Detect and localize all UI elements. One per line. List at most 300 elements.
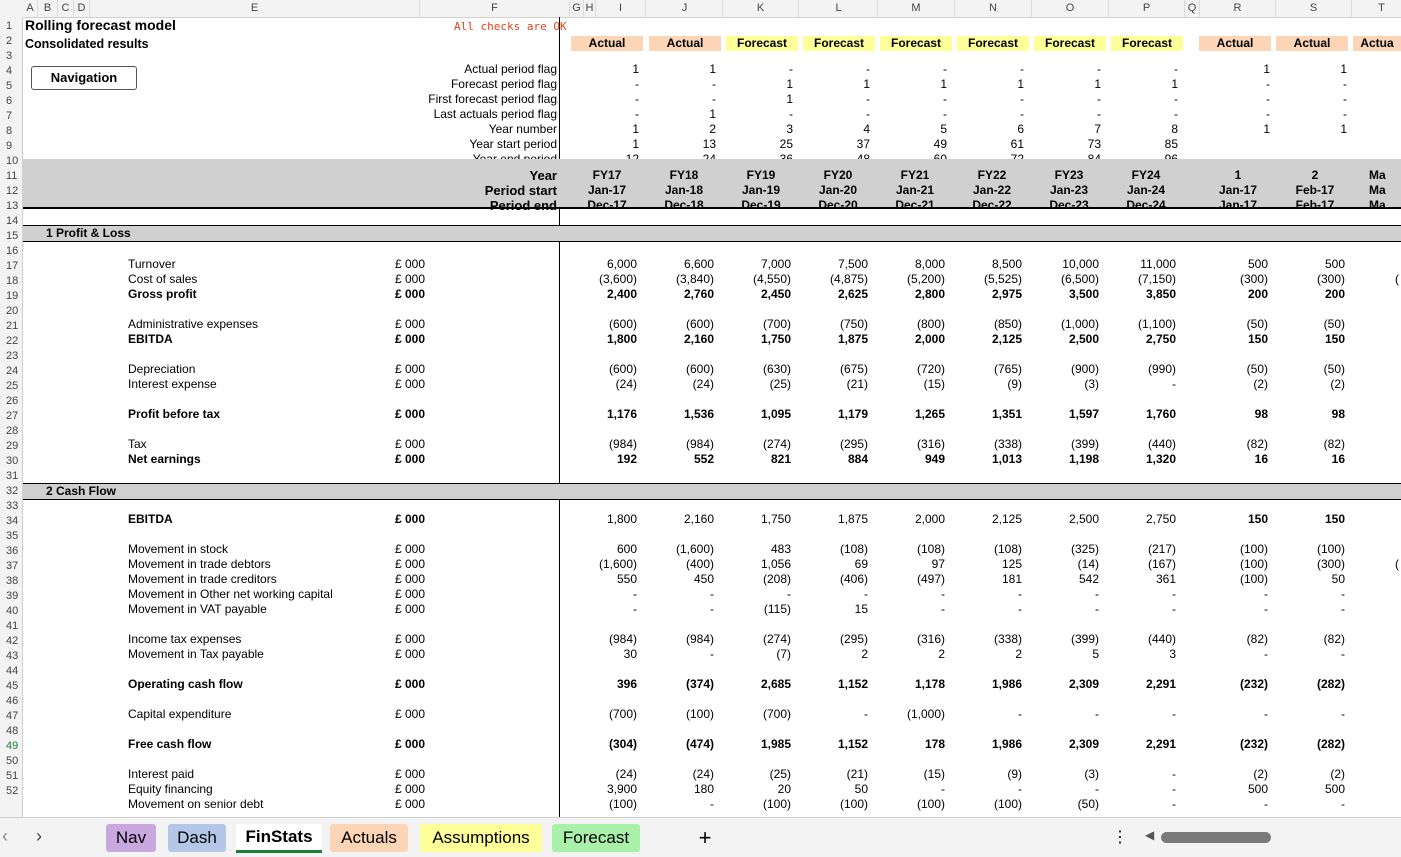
more-options-icon[interactable]: ⋮ (1112, 829, 1128, 846)
table-cell[interactable]: 3,500 (1068, 287, 1099, 301)
column-header-o[interactable]: O (1032, 0, 1109, 17)
table-cell[interactable]: 150 (1324, 512, 1345, 526)
table-cell[interactable]: 542 (1078, 572, 1099, 586)
sheet-tab-actuals[interactable]: Actuals (330, 824, 408, 852)
table-cell[interactable]: 2,975 (991, 287, 1022, 301)
flag-cell[interactable]: - (943, 92, 947, 106)
table-cell[interactable]: (14) (1077, 557, 1099, 571)
flag-cell[interactable]: - (789, 107, 793, 121)
table-cell[interactable]: 2,125 (991, 512, 1022, 526)
table-cell[interactable]: (765) (993, 362, 1022, 376)
flag-cell[interactable]: 1 (709, 62, 716, 76)
table-cell[interactable]: (108) (993, 542, 1022, 556)
row-number[interactable]: 29 (6, 440, 19, 452)
table-cell[interactable]: 1,986 (991, 677, 1022, 691)
flag-cell[interactable]: - (1343, 92, 1347, 106)
table-cell[interactable]: - (1341, 587, 1345, 601)
row-number[interactable]: 33 (6, 500, 19, 512)
column-header-j[interactable]: J (647, 0, 723, 17)
table-cell[interactable]: ( (1395, 272, 1399, 286)
flag-cell[interactable]: - (866, 92, 870, 106)
table-cell[interactable]: (700) (762, 707, 791, 721)
table-cell[interactable]: (1,600) (675, 542, 714, 556)
table-cell[interactable]: 16 (1331, 452, 1345, 466)
table-cell[interactable]: 821 (770, 452, 791, 466)
row-number[interactable]: 28 (6, 425, 19, 437)
flag-cell[interactable]: 6 (1017, 122, 1024, 136)
period-header-cell[interactable]: Dec-19 (741, 198, 781, 212)
column-header-k[interactable]: K (723, 0, 799, 17)
table-cell[interactable]: (984) (608, 437, 637, 451)
column-header-t[interactable]: T (1352, 0, 1401, 17)
table-cell[interactable]: 1,198 (1068, 452, 1099, 466)
flag-cell[interactable]: - (1097, 107, 1101, 121)
table-cell[interactable]: (1,100) (1137, 317, 1176, 331)
horizontal-scrollbar-thumb[interactable] (1161, 832, 1271, 843)
column-header-r[interactable]: R (1200, 0, 1276, 17)
flag-cell[interactable]: - (1097, 92, 1101, 106)
sheet-tab-finstats[interactable]: FinStats (236, 824, 322, 853)
flag-cell[interactable]: - (712, 77, 716, 91)
table-cell[interactable]: (3,600) (598, 272, 637, 286)
table-cell[interactable]: (24) (692, 767, 714, 781)
column-header-b[interactable]: B (38, 0, 58, 17)
table-cell[interactable]: 15 (854, 602, 868, 616)
table-cell[interactable]: (100) (916, 797, 945, 811)
table-cell[interactable]: 7,000 (760, 257, 791, 271)
period-header-cell[interactable]: 2 (1311, 168, 1319, 182)
row-number[interactable]: 50 (6, 755, 19, 767)
column-header-i[interactable]: I (596, 0, 646, 17)
table-cell[interactable]: 2,000 (914, 512, 945, 526)
column-header-p[interactable]: P (1109, 0, 1185, 17)
table-cell[interactable]: - (1172, 377, 1176, 391)
flag-cell[interactable] (1200, 137, 1270, 152)
table-cell[interactable]: - (633, 587, 637, 601)
table-cell[interactable]: 16 (1254, 452, 1268, 466)
flag-cell[interactable]: - (712, 92, 716, 106)
column-header-l[interactable]: L (800, 0, 878, 17)
table-cell[interactable]: (316) (916, 632, 945, 646)
column-header-e[interactable]: E (90, 0, 420, 17)
column-header-d[interactable]: D (74, 0, 90, 17)
table-cell[interactable]: (1,000) (906, 707, 945, 721)
table-cell[interactable]: 2,309 (1068, 677, 1099, 691)
column-header-h[interactable]: H (584, 0, 596, 17)
hscroll-left-icon[interactable]: ◀ (1145, 828, 1155, 842)
table-cell[interactable]: (440) (1147, 437, 1176, 451)
flag-cell[interactable]: 61 (1010, 137, 1024, 151)
flag-cell[interactable]: - (1266, 77, 1270, 91)
table-cell[interactable]: 1,152 (837, 737, 868, 751)
table-cell[interactable]: (325) (1070, 542, 1099, 556)
table-cell[interactable]: (300) (1239, 272, 1268, 286)
row-number[interactable]: 15 (6, 230, 19, 242)
flag-cell[interactable]: - (635, 107, 639, 121)
table-cell[interactable]: (3) (1084, 767, 1099, 781)
table-cell[interactable]: (21) (846, 377, 868, 391)
table-cell[interactable]: 180 (693, 782, 714, 796)
table-cell[interactable]: (399) (1070, 437, 1099, 451)
row-number[interactable]: 5 (6, 80, 13, 92)
table-cell[interactable]: 500 (1324, 782, 1345, 796)
table-cell[interactable]: 2 (1015, 647, 1022, 661)
table-cell[interactable]: (984) (608, 632, 637, 646)
table-cell[interactable]: (720) (916, 362, 945, 376)
flag-cell[interactable]: 5 (940, 122, 947, 136)
table-cell[interactable]: - (1341, 602, 1345, 616)
table-cell[interactable]: 1,800 (606, 332, 637, 346)
flag-cell[interactable]: 1 (1094, 77, 1101, 91)
table-cell[interactable]: (984) (685, 632, 714, 646)
table-cell[interactable]: (15) (923, 767, 945, 781)
table-cell[interactable]: - (1172, 782, 1176, 796)
table-cell[interactable]: (474) (685, 737, 714, 751)
table-cell[interactable]: - (1172, 587, 1176, 601)
table-cell[interactable]: 1,179 (837, 407, 868, 421)
table-cell[interactable]: 50 (1331, 572, 1345, 586)
table-cell[interactable]: 1,152 (837, 677, 868, 691)
table-cell[interactable]: 6,000 (606, 257, 637, 271)
period-header-cell[interactable]: FY21 (900, 168, 930, 182)
column-header-f[interactable]: F (420, 0, 570, 17)
period-header-cell[interactable]: Ma (1369, 168, 1386, 182)
table-cell[interactable]: 1,800 (606, 512, 637, 526)
table-cell[interactable]: 1,178 (914, 677, 945, 691)
table-cell[interactable]: (50) (1246, 362, 1268, 376)
column-header-q[interactable]: Q (1185, 0, 1200, 17)
period-header-cell[interactable]: Jan-18 (664, 183, 704, 197)
row-number[interactable]: 24 (6, 365, 19, 377)
table-cell[interactable]: (232) (1239, 737, 1268, 751)
table-cell[interactable]: (24) (615, 767, 637, 781)
table-cell[interactable]: 20 (777, 782, 791, 796)
table-cell[interactable]: - (710, 602, 714, 616)
table-cell[interactable]: 2 (938, 647, 945, 661)
period-header-cell[interactable]: Jan-19 (741, 183, 781, 197)
row-number[interactable]: 38 (6, 575, 19, 587)
table-cell[interactable]: - (941, 602, 945, 616)
row-number[interactable]: 14 (6, 215, 19, 227)
table-cell[interactable]: 6,600 (683, 257, 714, 271)
column-header-g[interactable]: G (570, 0, 584, 17)
table-cell[interactable]: - (1018, 602, 1022, 616)
flag-cell[interactable]: - (1174, 107, 1178, 121)
table-cell[interactable]: - (1172, 767, 1176, 781)
flag-cell[interactable]: 1 (1263, 122, 1270, 136)
table-cell[interactable]: - (710, 797, 714, 811)
table-cell[interactable]: (82) (1246, 632, 1268, 646)
table-cell[interactable]: 361 (1155, 572, 1176, 586)
table-cell[interactable]: (217) (1147, 542, 1176, 556)
table-cell[interactable]: 2 (861, 647, 868, 661)
table-cell[interactable]: (5,200) (906, 272, 945, 286)
table-cell[interactable]: (750) (839, 317, 868, 331)
table-cell[interactable]: (50) (1323, 362, 1345, 376)
table-cell[interactable]: 2,400 (606, 287, 637, 301)
flag-cell[interactable]: - (1020, 107, 1024, 121)
row-number[interactable]: 34 (6, 515, 19, 527)
flag-cell[interactable]: - (943, 107, 947, 121)
table-cell[interactable]: 2,760 (683, 287, 714, 301)
table-cell[interactable]: (50) (1323, 317, 1345, 331)
period-header-cell[interactable]: Dec-17 (587, 198, 627, 212)
table-cell[interactable]: 98 (1254, 407, 1268, 421)
table-cell[interactable]: (100) (608, 797, 637, 811)
table-cell[interactable]: - (1341, 797, 1345, 811)
table-cell[interactable]: (232) (1239, 677, 1268, 691)
table-cell[interactable]: 1,750 (760, 332, 791, 346)
flag-cell[interactable]: 1 (709, 107, 716, 121)
table-cell[interactable]: 200 (1324, 287, 1345, 301)
table-cell[interactable]: 2,500 (1068, 512, 1099, 526)
table-cell[interactable]: (300) (1316, 557, 1345, 571)
row-number[interactable]: 31 (6, 470, 19, 482)
row-number[interactable]: 17 (6, 260, 19, 272)
flag-cell[interactable] (1277, 137, 1347, 152)
flag-cell[interactable]: 25 (779, 137, 793, 151)
flag-cell[interactable]: 37 (856, 137, 870, 151)
worksheet-grid[interactable] (23, 17, 1401, 817)
table-cell[interactable]: 1,875 (837, 332, 868, 346)
flag-cell[interactable]: 1 (632, 137, 639, 151)
flag-cell[interactable]: 8 (1171, 122, 1178, 136)
table-cell[interactable]: 2,291 (1145, 677, 1176, 691)
flag-cell[interactable]: 2 (709, 122, 716, 136)
row-number[interactable]: 49 (6, 740, 19, 752)
column-header-s[interactable]: S (1276, 0, 1352, 17)
table-cell[interactable]: - (1172, 797, 1176, 811)
table-cell[interactable]: (4,550) (752, 272, 791, 286)
table-cell[interactable]: (600) (608, 362, 637, 376)
flag-cell[interactable]: 1 (1171, 77, 1178, 91)
period-header-cell[interactable]: Jan-17 (1218, 198, 1258, 212)
flag-cell[interactable]: 1 (1263, 62, 1270, 76)
flag-cell[interactable]: 3 (786, 122, 793, 136)
table-cell[interactable]: - (1095, 587, 1099, 601)
table-cell[interactable]: 2,160 (683, 332, 714, 346)
table-cell[interactable]: (2) (1253, 767, 1268, 781)
period-header-cell[interactable]: Jan-20 (818, 183, 858, 197)
table-cell[interactable]: (282) (1316, 737, 1345, 751)
row-number[interactable]: 46 (6, 695, 19, 707)
row-number[interactable]: 8 (6, 125, 13, 137)
table-cell[interactable]: (100) (1239, 542, 1268, 556)
table-cell[interactable]: (338) (993, 437, 1022, 451)
table-cell[interactable]: (274) (762, 632, 791, 646)
flag-cell[interactable]: - (635, 77, 639, 91)
table-cell[interactable]: (21) (846, 767, 868, 781)
table-cell[interactable]: 2,000 (914, 332, 945, 346)
period-header-cell[interactable]: Ma (1369, 198, 1386, 212)
flag-cell[interactable]: - (866, 107, 870, 121)
table-cell[interactable]: 884 (847, 452, 868, 466)
column-header-m[interactable]: M (878, 0, 955, 17)
row-number[interactable]: 30 (6, 455, 19, 467)
flag-cell[interactable]: - (635, 92, 639, 106)
table-cell[interactable]: (5,525) (983, 272, 1022, 286)
table-cell[interactable]: 50 (854, 782, 868, 796)
table-cell[interactable]: (300) (1316, 272, 1345, 286)
table-cell[interactable]: 98 (1331, 407, 1345, 421)
row-number[interactable]: 4 (6, 65, 13, 77)
period-header-cell[interactable]: Jan-17 (1218, 183, 1258, 197)
row-number[interactable]: 26 (6, 395, 19, 407)
period-header-cell[interactable]: Feb-17 (1295, 183, 1335, 197)
period-header-cell[interactable]: Jan-22 (972, 183, 1012, 197)
period-header-cell[interactable]: Jan-23 (1049, 183, 1089, 197)
table-cell[interactable]: 1,750 (760, 512, 791, 526)
flag-cell[interactable]: 1 (786, 92, 793, 106)
table-cell[interactable]: 1,176 (606, 407, 637, 421)
column-header-c[interactable]: C (58, 0, 74, 17)
table-cell[interactable]: (3) (1084, 377, 1099, 391)
table-cell[interactable]: (100) (993, 797, 1022, 811)
table-cell[interactable]: 1,095 (760, 407, 791, 421)
table-cell[interactable]: 2,291 (1145, 737, 1176, 751)
period-header-cell[interactable]: Dec-21 (895, 198, 935, 212)
row-number[interactable]: 48 (6, 725, 19, 737)
table-cell[interactable]: (282) (1316, 677, 1345, 691)
table-cell[interactable]: 2,125 (991, 332, 1022, 346)
flag-cell[interactable]: - (1020, 92, 1024, 106)
table-cell[interactable]: (2) (1330, 767, 1345, 781)
flag-cell[interactable]: 1 (632, 122, 639, 136)
flag-cell[interactable]: - (1266, 107, 1270, 121)
table-cell[interactable]: (3,840) (675, 272, 714, 286)
row-number[interactable]: 27 (6, 410, 19, 422)
table-cell[interactable]: 2,750 (1145, 332, 1176, 346)
sheet-tab-dash[interactable]: Dash (168, 824, 226, 852)
table-cell[interactable]: - (941, 782, 945, 796)
flag-cell[interactable]: - (1266, 92, 1270, 106)
table-cell[interactable]: 1,760 (1145, 407, 1176, 421)
row-number[interactable]: 32 (6, 485, 19, 497)
row-number[interactable]: 44 (6, 665, 19, 677)
table-cell[interactable]: 2,500 (1068, 332, 1099, 346)
row-number[interactable]: 1 (6, 20, 13, 32)
period-header-cell[interactable]: Dec-22 (972, 198, 1012, 212)
table-cell[interactable]: 97 (931, 557, 945, 571)
table-cell[interactable]: (1,000) (1060, 317, 1099, 331)
table-cell[interactable]: (400) (685, 557, 714, 571)
sheet-tab-nav[interactable]: Nav (106, 824, 156, 852)
table-cell[interactable]: - (1172, 602, 1176, 616)
table-cell[interactable]: (115) (763, 602, 791, 616)
table-cell[interactable]: (295) (839, 437, 868, 451)
row-number[interactable]: 9 (6, 140, 13, 152)
table-cell[interactable]: - (1264, 707, 1268, 721)
table-cell[interactable]: (1,600) (598, 557, 637, 571)
table-cell[interactable]: - (941, 587, 945, 601)
row-number[interactable]: 2 (6, 35, 13, 47)
row-number[interactable]: 51 (6, 770, 19, 782)
table-cell[interactable]: (4,875) (829, 272, 868, 286)
table-cell[interactable]: (406) (839, 572, 868, 586)
period-header-cell[interactable]: FY22 (977, 168, 1007, 182)
period-header-cell[interactable]: Ma (1369, 183, 1386, 197)
table-cell[interactable]: (7,150) (1137, 272, 1176, 286)
table-cell[interactable]: 550 (616, 572, 637, 586)
flag-cell[interactable]: 85 (1164, 137, 1178, 151)
table-cell[interactable]: 1,985 (760, 737, 791, 751)
add-sheet-button[interactable]: + (698, 825, 712, 850)
row-number[interactable]: 35 (6, 530, 19, 542)
row-number[interactable]: 6 (6, 95, 13, 107)
period-header-cell[interactable]: 1 (1234, 168, 1242, 182)
period-header-cell[interactable]: Feb-17 (1295, 198, 1335, 212)
table-cell[interactable]: (295) (839, 632, 868, 646)
table-cell[interactable]: 949 (924, 452, 945, 466)
table-cell[interactable]: (167) (1147, 557, 1176, 571)
table-cell[interactable]: (108) (916, 542, 945, 556)
table-cell[interactable]: (208) (762, 572, 791, 586)
table-cell[interactable]: (108) (839, 542, 868, 556)
table-cell[interactable]: 150 (1324, 332, 1345, 346)
table-cell[interactable]: (50) (1246, 317, 1268, 331)
flag-cell[interactable]: - (1097, 62, 1101, 76)
table-cell[interactable]: - (1264, 647, 1268, 661)
period-header-cell[interactable]: Dec-20 (818, 198, 858, 212)
table-cell[interactable]: - (1095, 602, 1099, 616)
table-cell[interactable]: (600) (608, 317, 637, 331)
table-cell[interactable]: 192 (616, 452, 637, 466)
flag-cell[interactable]: 7 (1094, 122, 1101, 136)
row-number[interactable]: 13 (6, 200, 19, 212)
flag-cell[interactable]: 13 (702, 137, 716, 151)
table-cell[interactable]: - (1264, 602, 1268, 616)
period-header-cell[interactable]: Dec-24 (1126, 198, 1166, 212)
period-header-cell[interactable]: Dec-18 (664, 198, 704, 212)
column-header-n[interactable]: N (955, 0, 1032, 17)
table-cell[interactable]: 1,265 (914, 407, 945, 421)
period-header-cell[interactable]: Jan-17 (587, 183, 627, 197)
table-cell[interactable]: (440) (1147, 632, 1176, 646)
row-number[interactable]: 16 (6, 245, 19, 257)
flag-cell[interactable]: 1 (863, 77, 870, 91)
flag-cell[interactable]: - (1174, 92, 1178, 106)
table-cell[interactable]: 3,850 (1145, 287, 1176, 301)
table-cell[interactable]: 552 (693, 452, 714, 466)
period-header-cell[interactable]: FY19 (746, 168, 776, 182)
table-cell[interactable]: (50) (1077, 797, 1099, 811)
table-cell[interactable]: (990) (1147, 362, 1176, 376)
scroll-tabs-right-icon[interactable]: › (36, 826, 42, 846)
table-cell[interactable]: (2) (1330, 377, 1345, 391)
table-cell[interactable]: (6,500) (1060, 272, 1099, 286)
table-cell[interactable]: (7) (776, 647, 791, 661)
flag-cell[interactable]: 1 (1340, 62, 1347, 76)
table-cell[interactable]: (25) (769, 377, 791, 391)
table-cell[interactable]: (675) (839, 362, 868, 376)
row-number[interactable]: 47 (6, 710, 19, 722)
row-number[interactable]: 12 (6, 185, 19, 197)
row-number[interactable]: 36 (6, 545, 19, 557)
table-cell[interactable]: 500 (1324, 257, 1345, 271)
table-cell[interactable]: 2,685 (760, 677, 791, 691)
table-cell[interactable]: - (1172, 707, 1176, 721)
table-cell[interactable]: (24) (692, 377, 714, 391)
table-cell[interactable]: 5 (1092, 647, 1099, 661)
table-cell[interactable]: (100) (1316, 542, 1345, 556)
table-cell[interactable]: (700) (762, 317, 791, 331)
table-cell[interactable]: (9) (1007, 767, 1022, 781)
table-cell[interactable]: 10,000 (1062, 257, 1099, 271)
row-number[interactable]: 43 (6, 650, 19, 662)
column-header-a[interactable]: A (23, 0, 38, 17)
table-cell[interactable]: 8,000 (914, 257, 945, 271)
table-cell[interactable]: - (1341, 707, 1345, 721)
